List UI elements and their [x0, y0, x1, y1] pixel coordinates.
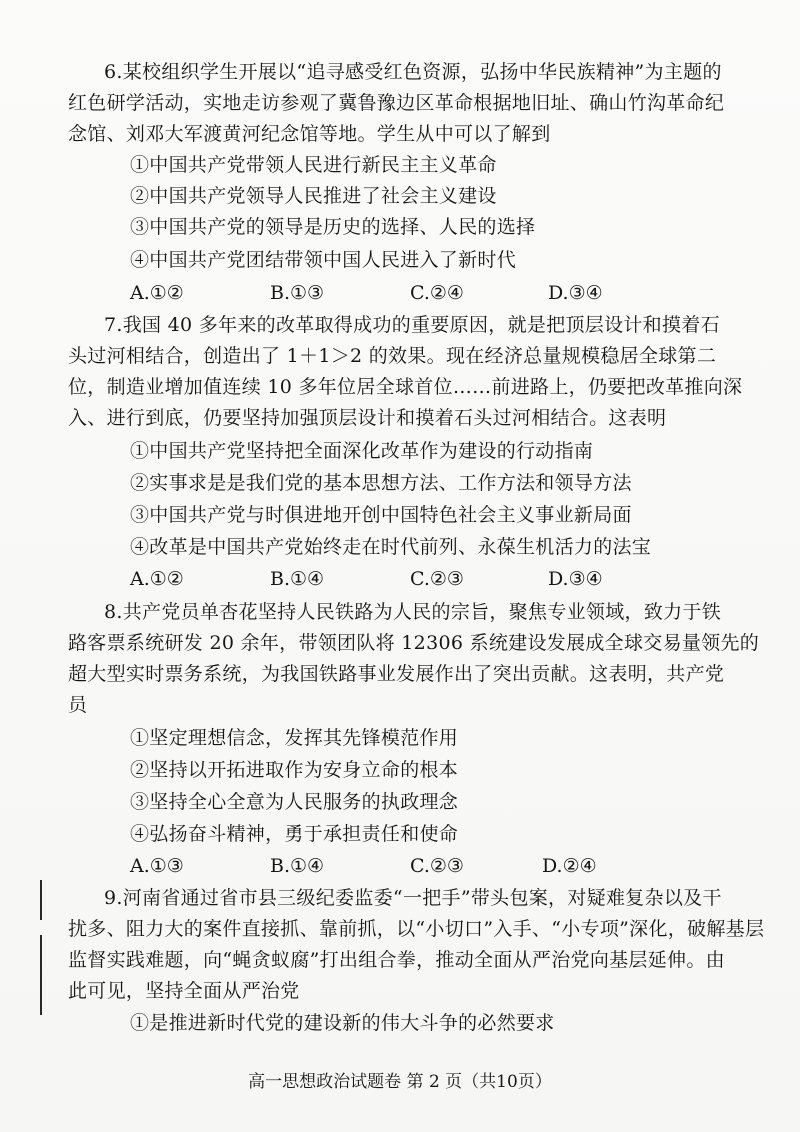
q6-option-2: ②中国共产党领导人民推进了社会主义建设: [130, 185, 497, 207]
q8-stem-line-2: 路客票系统研发 20 余年，带领团队将 12306 系统建设发展成全球交易量领先的: [68, 632, 760, 654]
q9-stem-line-3: 监督实践难题，向“蝇贪蚁腐”打出组合拳，推动全面从严治党向基层延伸。由: [68, 949, 725, 971]
q8-choice-d: D.②④: [542, 855, 597, 877]
q8-stem-line-1: 8.共产党员单杏花坚持人民铁路为人民的宗旨，聚焦专业领域，致力于铁: [104, 601, 722, 623]
q7-stem-line-1: 7.我国 40 多年来的改革取得成功的重要原因，就是把顶层设计和摸着石: [104, 314, 720, 336]
q6-choice-d: D.③④: [548, 282, 603, 304]
q7-option-1: ①中国共产党坚持把全面深化改革作为建设的行动指南: [130, 440, 594, 462]
q8-choice-b: B.①④: [270, 855, 325, 877]
q6-option-4: ④中国共产党团结带领中国人民进入了新时代: [130, 249, 517, 271]
q8-choice-c: C.②③: [410, 855, 464, 877]
q6-choice-c: C.②④: [410, 282, 464, 304]
q9-option-1: ①是推进新时代党的建设新的伟大斗争的必然要求: [130, 1012, 555, 1034]
q6-choice-b: B.①③: [270, 282, 325, 304]
q7-choice-a: A.①②: [130, 568, 184, 590]
q6-option-1: ①中国共产党带领人民进行新民主主义革命: [130, 154, 497, 176]
q7-option-2: ②实事求是是我们党的基本思想方法、工作方法和领导方法: [130, 472, 632, 494]
page-footer: 高一思想政治试题卷 第 2 页（共10页）: [248, 1072, 552, 1092]
q7-option-3: ③中国共产党与时俱进地开创中国特色社会主义事业新局面: [130, 504, 632, 526]
q9-stem-line-4: 此可见，坚持全面从严治党: [68, 980, 300, 1002]
q8-stem-line-3: 超大型实时票务系统，为我国铁路事业发展作出了突出贡献。这表明，共产党: [68, 663, 725, 685]
q6-stem-line-2: 红色研学活动，实地走访参观了冀鲁豫边区革命根据地旧址、确山竹沟革命纪: [68, 92, 725, 114]
q6-stem-line-1: 6.某校组织学生开展以“追寻感受红色资源，弘扬中华民族精神”为主题的: [104, 61, 722, 83]
q7-stem-line-2: 头过河相结合，创造出了 1＋1＞2 的效果。现在经济总量规模稳居全球第二: [68, 345, 717, 367]
q9-stem-line-2: 扰多、阻力大的案件直接抓、靠前抓，以“小切口”入手、“小专项”深化，破解基层: [68, 918, 765, 940]
q6-option-3: ③中国共产党的领导是历史的选择、人民的选择: [130, 216, 536, 238]
q7-stem-line-3: 位，制造业增加值连续 10 多年位居全球首位……前进路上，仍要把改革推向深: [68, 376, 743, 398]
q7-stem-line-4: 入、进行到底，仍要坚持加强顶层设计和摸着石头过河相结合。这表明: [68, 407, 667, 429]
q6-stem-line-3: 念馆、刘邓大军渡黄河纪念馆等地。学生从中可以了解到: [68, 123, 551, 145]
q8-stem-line-4: 员: [68, 694, 88, 716]
q7-choice-b: B.①④: [270, 568, 325, 590]
q8-option-2: ②坚持以开拓进取作为安身立命的根本: [130, 759, 459, 781]
q8-choice-a: A.①③: [130, 855, 184, 877]
q7-choice-d: D.③④: [548, 568, 603, 590]
margin-binding-mark: [40, 880, 42, 920]
q8-option-4: ④弘扬奋斗精神，勇于承担责任和使命: [130, 823, 459, 845]
margin-binding-mark: [40, 935, 42, 1015]
q7-option-4: ④改革是中国共产党始终走在时代前列、永葆生机活力的法宝: [130, 536, 652, 558]
q8-option-3: ③坚持全心全意为人民服务的执政理念: [130, 791, 459, 813]
q8-option-1: ①坚定理想信念，发挥其先锋模范作用: [130, 727, 459, 749]
q6-choice-a: A.①②: [130, 282, 184, 304]
q9-stem-line-1: 9.河南省通过省市县三级纪委监委“一把手”带头包案，对疑难复杂以及干: [104, 887, 722, 909]
q7-choice-c: C.②③: [410, 568, 464, 590]
